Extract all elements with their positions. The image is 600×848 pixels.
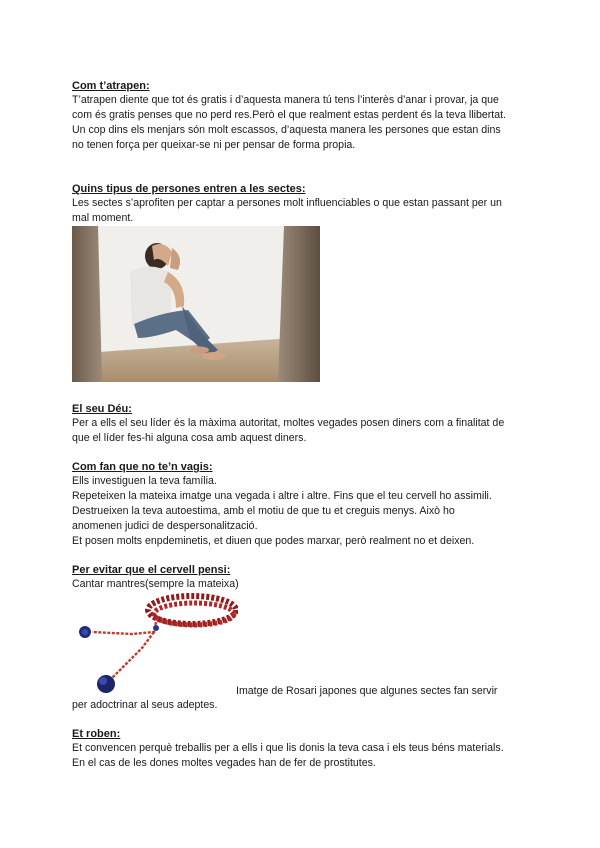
section-body-com-fan [72,474,532,549]
section-title-evitar-pensar: Per evitar que el cervell pensi: [72,564,231,576]
rosary-caption-line2: per adoctrinar al seus adeptes. [72,699,218,711]
text-line: que el líder fes-hi alguna cosa amb aquest diners. [72,432,307,444]
text-line: Ells investiguen la teva família. [72,475,217,487]
section-title-tipus-persones: Quins tipus de persones entren a les sectes: [72,183,306,195]
text-line: no tenen força per queixar-se ni per pensar de forma propia. [72,139,356,151]
text-line: Les sectes s’aprofiten per captar a persones molt influenciables o que estan passant per un [72,197,502,209]
text-line: com és gratis penses que no perd res.Però el que realment estas perdent és la teva llibertat. [72,109,506,121]
text-line: Et convencen perquè treballis per a ells i que lis donis la teva casa i els teus béns materials. [72,742,504,754]
sad-man-photo [72,226,320,382]
text-line: Et posen molts enpdeminetis, et diuen que podes marxar, però realment no et deixen. [72,535,475,547]
section-title-com-fan: Com fan que no te’n vagis: [72,461,213,473]
text-line: Per a ells el seu líder és la màxima autoritat, moltes vegades posen diners com a finalitat de [72,417,505,429]
text-line: anomenen judici de despersonalització. [72,520,258,532]
rosary-image [72,592,238,696]
section-title-el-seu-deu: El seu Déu: [72,403,132,415]
section-body-et-roben [72,741,532,771]
section-body-evitar-pensar [72,577,532,592]
section-body-el-seu-deu [72,416,532,446]
sad-man-illustration [72,226,320,382]
text-line: En el cas de les dones moltes vegades han de fer de prostitutes. [72,757,376,769]
section-title-com-atrapen: Com t’atrapen: [72,80,150,92]
text-line: Cantar mantres(sempre la mateixa) [72,578,239,590]
rosary-caption-line1: Imatge de Rosari japones que algunes sectes fan servir [236,685,498,697]
rosary-illustration [72,592,238,696]
text-line: Destrueixen la teva autoestima, amb el motiu de que tu et creguis menys. Això ho [72,505,455,517]
section-title-et-roben: Et roben: [72,728,121,740]
text-line: T’atrapen diente que tot és gratis i d’aquesta manera tú tens l’interès d’anar i provar, ja que [72,94,499,106]
text-line: Un cop dins els menjars són molt escassos, d’aquesta manera les persones que estan dins [72,124,501,136]
text-line: mal moment. [72,212,134,224]
section-body-com-atrapen [72,93,532,153]
section-body-tipus-persones [72,196,532,226]
text-line: Repeteixen la mateixa imatge una vegada i altre i altre. Fins que el teu cervell ho assimili. [72,490,492,502]
